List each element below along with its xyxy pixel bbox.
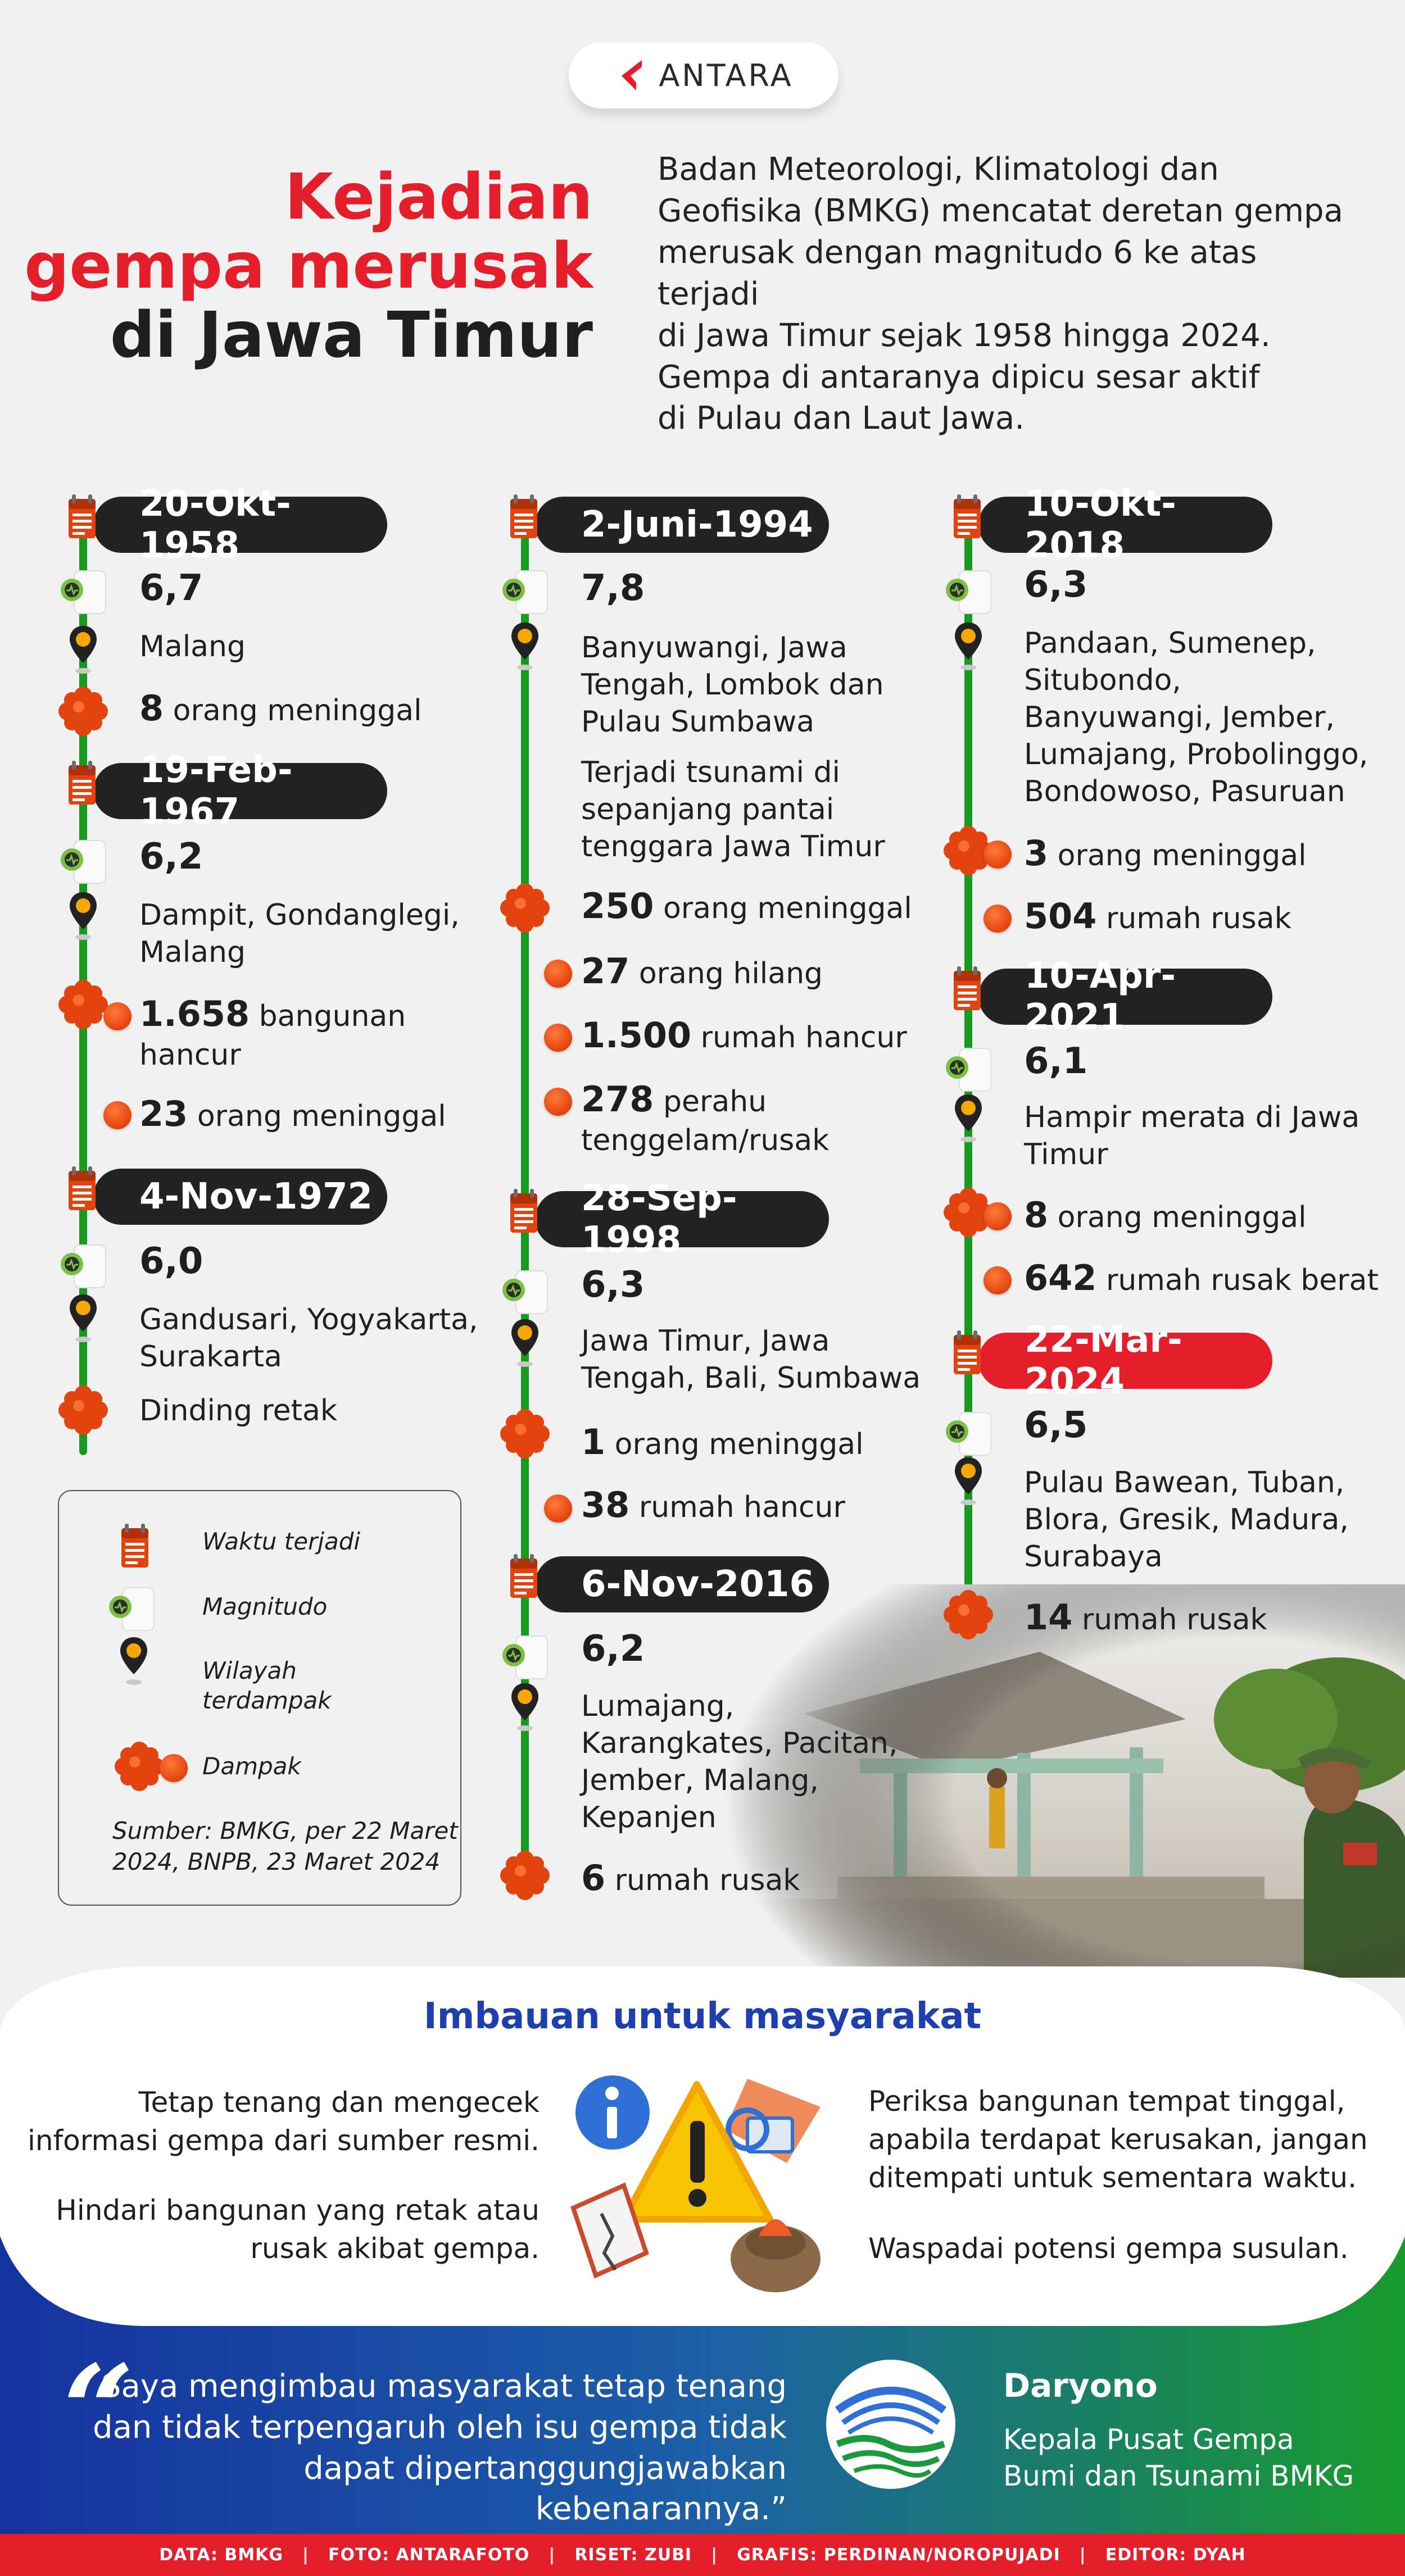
magnitude-icon [944, 1409, 993, 1459]
impact-text: orang meninggal [614, 1428, 864, 1461]
location-pin-icon [953, 1092, 984, 1146]
location-pin-icon [509, 1681, 541, 1735]
advice-right-1 [868, 2082, 1374, 2197]
separator: | [549, 2545, 556, 2565]
antara-logo-text: ANTARA [659, 57, 794, 93]
legend-region-line: terdampak [202, 1686, 332, 1714]
impact-text: orang hilang [638, 957, 823, 991]
calendar-icon [65, 1165, 99, 1214]
quote-mark: “ [63, 2337, 134, 2483]
region-line: Lumajang, [581, 1689, 735, 1723]
region-line: Jawa Timur, Jawa [581, 1324, 830, 1358]
magnitude-icon [58, 1242, 108, 1291]
impact-dot-icon [984, 905, 1012, 933]
calendar-icon [950, 965, 984, 1014]
impact-dot-icon [544, 1088, 572, 1116]
impact-text: hancur [139, 1038, 241, 1072]
magnitude-icon [58, 567, 108, 617]
event-region [139, 1301, 478, 1375]
impact-number: 23 [139, 1093, 188, 1134]
advice-line: informasi gempa dari sumber resmi. [28, 2124, 540, 2157]
note-line: sepanjang pantai [581, 793, 835, 827]
location-pin-icon [67, 890, 99, 944]
intro-line: di Pulau dan Laut Jawa. [658, 400, 1025, 437]
impact-text: rumah rusak [1105, 902, 1291, 935]
impact-number: 250 [581, 885, 654, 926]
event-note [581, 754, 885, 865]
region-line: Blora, Gresik, Madura, [1024, 1503, 1349, 1537]
note-line: tenggara Jawa Timur [581, 830, 885, 864]
impact-number: 6 [581, 1857, 606, 1898]
advice-line: rusak akibat gempa. [250, 2232, 540, 2265]
impact-text: orang meninggal [663, 892, 912, 925]
source-line: Sumber: BMKG, per 22 Maret [112, 1817, 458, 1844]
event-region [139, 628, 246, 665]
credit-editor: EDITOR: DYAH [1105, 2545, 1246, 2565]
impact-burst-icon [498, 881, 552, 935]
event-impact [1024, 1596, 1267, 1640]
calendar-icon [118, 1523, 152, 1571]
region-line: Situbondo, [1024, 664, 1181, 698]
impact-number: 38 [581, 1484, 630, 1525]
region-line: Pandaan, Sumenep, [1024, 626, 1316, 660]
antara-logo-mark-icon [614, 56, 653, 95]
event-impact [581, 1420, 864, 1465]
impact-text: orang meninggal [173, 694, 422, 728]
credit-data: DATA: BMKG [159, 2545, 284, 2565]
advice-line: Periksa bangunan tempat tinggal, [868, 2085, 1345, 2118]
impact-burst-icon [56, 684, 110, 738]
event-region [1024, 1464, 1349, 1575]
credit-research: RISET: ZUBI [574, 2545, 692, 2565]
magnitude-icon [500, 1267, 550, 1317]
impact-burst-icon [498, 1848, 552, 1902]
title-line-3: di Jawa Timur [110, 299, 593, 372]
quote-text [84, 2366, 787, 2530]
quote-line: dapat dipertanggungjawabkan kebenarannya.” [303, 2450, 787, 2528]
magnitude-icon [500, 1633, 550, 1682]
legend-region-label [202, 1656, 332, 1715]
advice-line: Waspadai potensi gempa susulan. [868, 2232, 1349, 2265]
region-line: Timur [1024, 1138, 1108, 1172]
credit-graphics: GRAFIS: PERDINAN/NOROPUJADI [737, 2545, 1060, 2565]
advice-line: ditempati untuk sementara waktu. [868, 2161, 1357, 2194]
impact-dot-icon [160, 1754, 188, 1782]
event-magnitude: 6,0 [139, 1241, 203, 1282]
event-date: 4-Nov-1972 [93, 1169, 387, 1225]
magnitude-icon [944, 1045, 993, 1094]
region-line: Hampir merata di Jawa [1024, 1101, 1360, 1134]
credit-photo: FOTO: ANTARAFOTO [328, 2545, 530, 2565]
event-impact [581, 1078, 829, 1159]
impact-text: orang meninggal [197, 1100, 446, 1133]
separator: | [302, 2545, 309, 2565]
region-line: Tengah, Lombok dan [581, 668, 884, 702]
region-line: Surakarta [139, 1340, 282, 1374]
impact-text: rumah rusak berat [1105, 1264, 1379, 1297]
region-line: Pulau Sumbawa [581, 705, 815, 739]
source-note [112, 1816, 461, 1877]
intro-paragraph [658, 149, 1354, 439]
calendar-icon [950, 493, 984, 542]
impact-number: 27 [581, 951, 630, 992]
region-line: Gandusari, Yogyakarta, [139, 1303, 478, 1337]
region-line: Malang [139, 630, 246, 664]
region-line: Malang [139, 935, 246, 970]
calendar-icon [950, 1329, 984, 1378]
event-magnitude: 6,7 [139, 567, 203, 609]
location-pin-icon [953, 1455, 984, 1509]
region-line: Jember, Malang, [581, 1764, 819, 1798]
location-pin-icon [509, 620, 541, 674]
impact-dot-icon [103, 1002, 132, 1030]
intro-line: di Jawa Timur sejak 1958 hingga 2024. [658, 317, 1271, 354]
title-line-2: gempa merusak [24, 230, 593, 303]
impact-number: 8 [1024, 1194, 1049, 1235]
event-impact [1024, 1256, 1379, 1301]
bmkg-logo-icon [826, 2360, 955, 2489]
event-region [1024, 1099, 1359, 1173]
calendar-icon [507, 1553, 541, 1601]
region-line: Kepanjen [581, 1801, 717, 1835]
advice-title: Imbauan untuk masyarakat [423, 1996, 982, 2037]
region-line: Banyuwangi, Jawa [581, 631, 847, 665]
event-impact [581, 1483, 845, 1528]
event-date: 10-Okt-2018 [978, 497, 1272, 553]
location-pin-icon [509, 1317, 541, 1371]
impact-text: rumah rusak [614, 1864, 800, 1897]
impact-text: perahu [663, 1085, 767, 1119]
separator: | [1079, 2545, 1086, 2565]
region-line: Dampit, Gondanglegi, [139, 898, 460, 932]
event-date: 19-Feb-1967 [93, 763, 387, 819]
event-impact [139, 1092, 446, 1137]
source-line: 2024, BNPB, 23 Maret 2024 [112, 1847, 441, 1875]
event-magnitude: 6,3 [1024, 564, 1088, 606]
event-date: 22-Mar-2024 [978, 1333, 1272, 1389]
impact-text: rumah hancur [638, 1491, 845, 1524]
intro-line: Badan Meteorologi, Klimatologi dan [658, 151, 1219, 188]
speaker-name: Daryono [1003, 2366, 1158, 2405]
region-line: Lumajang, Probolinggo, [1024, 738, 1368, 772]
event-impact [581, 1014, 907, 1058]
region-line: Pulau Bawean, Tuban, [1024, 1466, 1345, 1500]
event-impact [139, 687, 422, 731]
role-line: Kepala Pusat Gempa [1003, 2423, 1294, 2456]
event-magnitude: 6,2 [581, 1628, 645, 1670]
impact-text: bangunan [259, 999, 406, 1033]
impact-text: orang meninggal [1057, 839, 1307, 873]
impact-number: 3 [1024, 833, 1049, 874]
legend-time-label: Waktu terjadi [202, 1528, 361, 1555]
impact-number: 1.500 [581, 1015, 692, 1056]
intro-line: Gempa di antaranya dipicu sesar aktif [658, 358, 1260, 396]
location-pin-icon [67, 624, 99, 678]
impact-number: 1.658 [139, 993, 250, 1034]
location-pin-icon [953, 620, 984, 674]
intro-line: merusak dengan magnitudo 6 ke atas terjadi [658, 234, 1257, 312]
advice-line: apabila terdapat kerusakan, jangan [868, 2123, 1368, 2156]
impact-dot-icon [544, 1494, 572, 1523]
impact-number: 642 [1024, 1257, 1097, 1298]
advice-line: Hindari bangunan yang retak atau [56, 2194, 540, 2227]
impact-burst-icon [941, 1588, 995, 1642]
calendar-icon [507, 493, 541, 542]
impact-number: 278 [581, 1079, 654, 1120]
event-impact [139, 992, 406, 1074]
magnitude-icon [107, 1584, 156, 1634]
impact-dot-icon [984, 841, 1012, 869]
event-magnitude: 6,1 [1024, 1041, 1088, 1082]
impact-burst-icon [112, 1739, 166, 1793]
location-pin-icon [67, 1292, 99, 1346]
event-date: 2-Juni-1994 [535, 497, 829, 553]
impact-dot-icon [103, 1101, 132, 1129]
magnitude-icon [58, 837, 108, 887]
magnitude-icon [944, 567, 993, 617]
quote-line: dan tidak terpengaruh oleh isu gempa tidak [93, 2409, 787, 2446]
role-line: Bumi dan Tsunami BMKG [1003, 2460, 1354, 2492]
legend-region-line: Wilayah [202, 1657, 297, 1684]
page-title [24, 163, 593, 371]
impact-number: 1 [581, 1421, 606, 1462]
separator: | [711, 2545, 718, 2565]
region-line: Bondowoso, Pasuruan [1024, 775, 1345, 809]
region-line: Banyuwangi, Jember, [1024, 701, 1335, 735]
region-line: Surabaya [1024, 1540, 1163, 1574]
event-date: 28-Sep-1998 [535, 1191, 829, 1247]
legend-impact-label: Dampak [202, 1752, 301, 1780]
bmkg-logo [826, 2360, 955, 2489]
event-date: 6-Nov-2016 [535, 1556, 829, 1612]
event-impact [139, 1392, 337, 1429]
antara-logo [569, 42, 839, 108]
event-magnitude: 6,3 [581, 1264, 645, 1306]
event-date: 20-Okt-1958 [93, 497, 387, 553]
advice-left-1 [11, 2083, 540, 2160]
impact-text: rumah rusak [1081, 1603, 1267, 1637]
event-impact [581, 949, 823, 994]
quote-line: Saya mengimbau masyarakat tetap tenang [101, 2368, 787, 2405]
event-impact [1024, 894, 1291, 939]
location-pin-icon [118, 1635, 149, 1689]
event-magnitude: 6,2 [139, 836, 203, 878]
event-region [581, 1688, 898, 1836]
region-line: Tengah, Bali, Sumbawa [581, 1361, 921, 1396]
impact-burst-icon [56, 1383, 110, 1437]
intro-line: Geofisika (BMKG) mencatat deretan gempa [658, 192, 1343, 229]
magnitude-icon [500, 567, 550, 617]
event-magnitude: 6,5 [1024, 1405, 1088, 1446]
impact-text: orang meninggal [1057, 1201, 1307, 1234]
event-magnitude: 7,8 [581, 567, 645, 609]
impact-burst-icon [498, 1407, 552, 1461]
credits-footer [0, 2534, 1405, 2576]
note-line: Terjadi tsunami di [581, 756, 840, 789]
impact-number: 8 [139, 688, 164, 729]
event-impact [581, 884, 912, 929]
region-line: Karangkates, Pacitan, [581, 1727, 898, 1761]
event-region [581, 1323, 921, 1397]
impact-dot-icon [984, 1266, 1012, 1294]
calendar-icon [65, 493, 99, 542]
calendar-icon [507, 1188, 541, 1236]
title-line-1: Kejadian [284, 161, 593, 234]
impact-text: Dinding retak [139, 1394, 337, 1428]
event-impact [1024, 832, 1307, 876]
impact-dot-icon [984, 1202, 1012, 1230]
advice-line: Tetap tenang dan mengecek [138, 2086, 540, 2119]
impact-dot-icon [544, 1024, 572, 1052]
event-region [139, 897, 460, 971]
impact-burst-icon [56, 978, 110, 1032]
legend-magnitude-label: Magnitudo [202, 1593, 328, 1620]
event-date: 10-Apr-2021 [978, 969, 1272, 1025]
impact-text: tenggelam/rusak [581, 1123, 830, 1157]
event-impact [581, 1856, 800, 1901]
calendar-icon [65, 760, 99, 808]
speaker-role [1003, 2421, 1354, 2495]
impact-number: 14 [1024, 1597, 1073, 1638]
event-impact [1024, 1193, 1307, 1238]
impact-text: rumah hancur [700, 1021, 907, 1055]
impact-number: 504 [1024, 896, 1097, 937]
event-region [1024, 625, 1368, 810]
impact-dot-icon [544, 960, 572, 988]
event-region [581, 629, 884, 740]
